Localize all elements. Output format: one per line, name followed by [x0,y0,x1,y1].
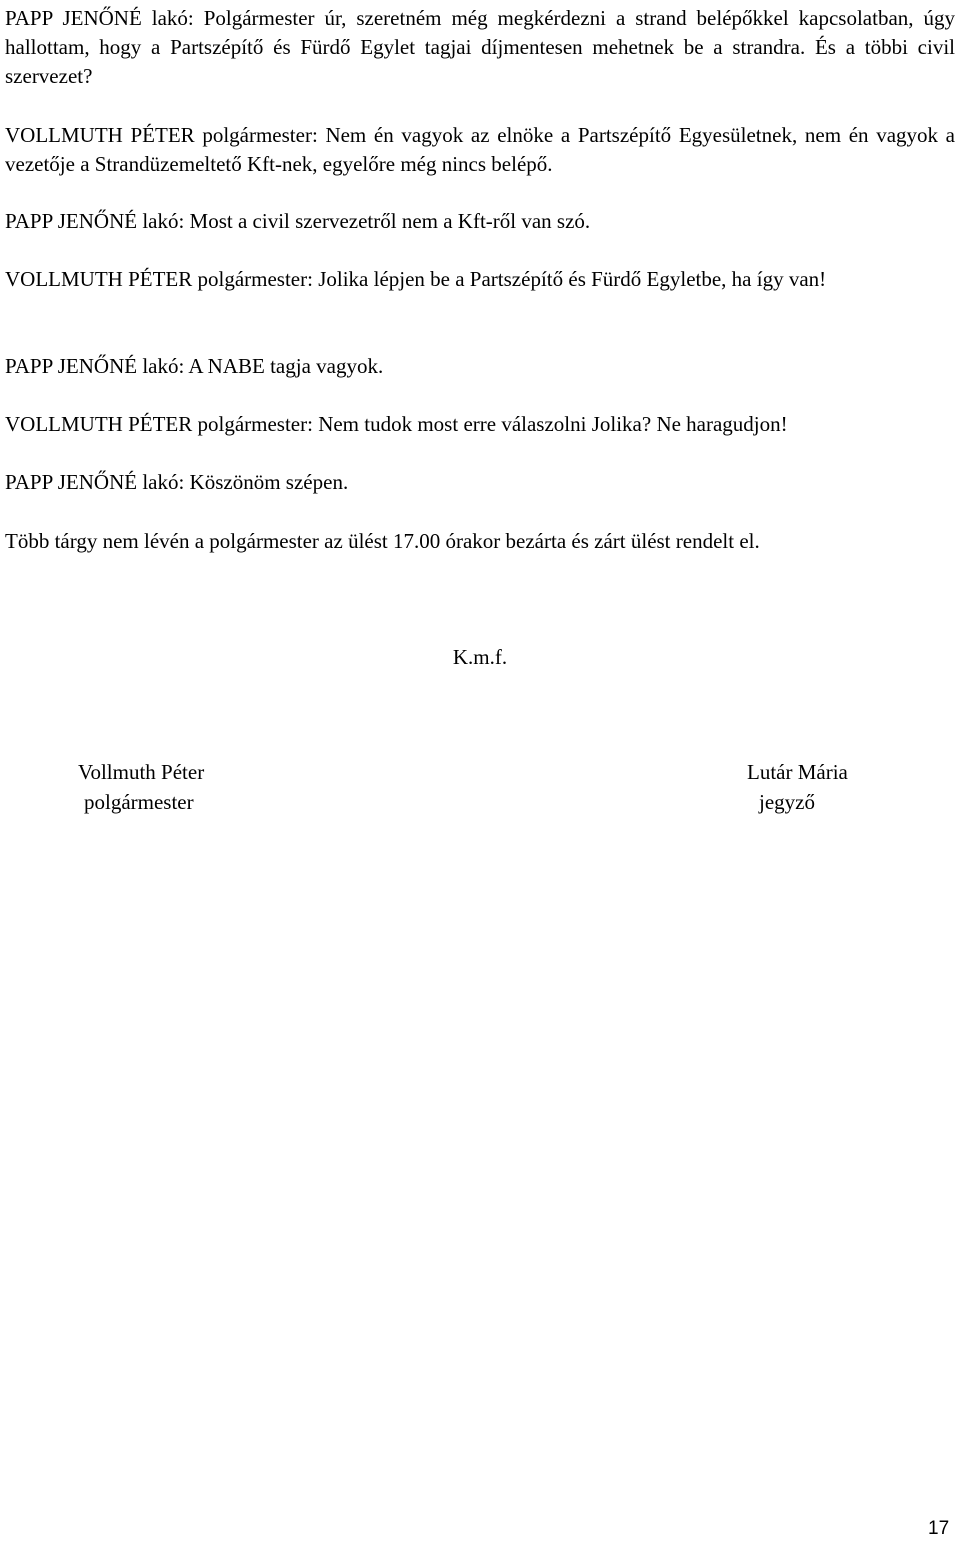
signature-right-name: Lutár Mária [747,760,848,784]
paragraph-papp-thanks: PAPP JENŐNÉ lakó: Köszönöm szépen. [5,470,349,494]
signature-right [747,757,848,817]
signature-left-role: polgármester [84,790,194,814]
paragraph-closing-statement: Több tárgy nem lévén a polgármester az ülést 17.00 órakor bezárta és zárt ülést rendelt el. [5,529,760,553]
paragraph-vollmuth-reply: VOLLMUTH PÉTER polgármester: Nem én vagyok az elnöke a Partszépítő Egyesületnek, nem én vagyok a vezetője a Strandüzemeltető Kft-nek, egyelőre még nincs belépő. [5,123,955,176]
paragraph-papp-nabe: PAPP JENŐNÉ lakó: A NABE tagja vagyok. [5,354,384,378]
paragraph-papp-civil: PAPP JENŐNÉ lakó: Most a civil szervezetről nem a Kft-ről van szó. [5,209,591,233]
signature-right-role: jegyző [759,790,815,814]
closing-kmf: K.m.f. [452,645,508,669]
paragraph-papp-question: PAPP JENŐNÉ lakó: Polgármester úr, szeretném még megkérdezni a strand belépőkkel kapcsolatban, úgy hallottam, hogy a Partszépítő és Fürdő Egylet tagjai díjmentesen mehetnek be a strandra. És a többi civil szervezet? [5,6,955,88]
signature-left [78,757,204,817]
paragraph-vollmuth-sorry: VOLLMUTH PÉTER polgármester: Nem tudok most erre válaszolni Jolika? Ne haragudjon! [5,412,788,436]
page-number: 17 [928,1518,950,1539]
paragraph-vollmuth-join: VOLLMUTH PÉTER polgármester: Jolika lépjen be a Partszépítő és Fürdő Egyletbe, ha így van! [5,267,827,291]
signature-left-name: Vollmuth Péter [78,760,205,784]
